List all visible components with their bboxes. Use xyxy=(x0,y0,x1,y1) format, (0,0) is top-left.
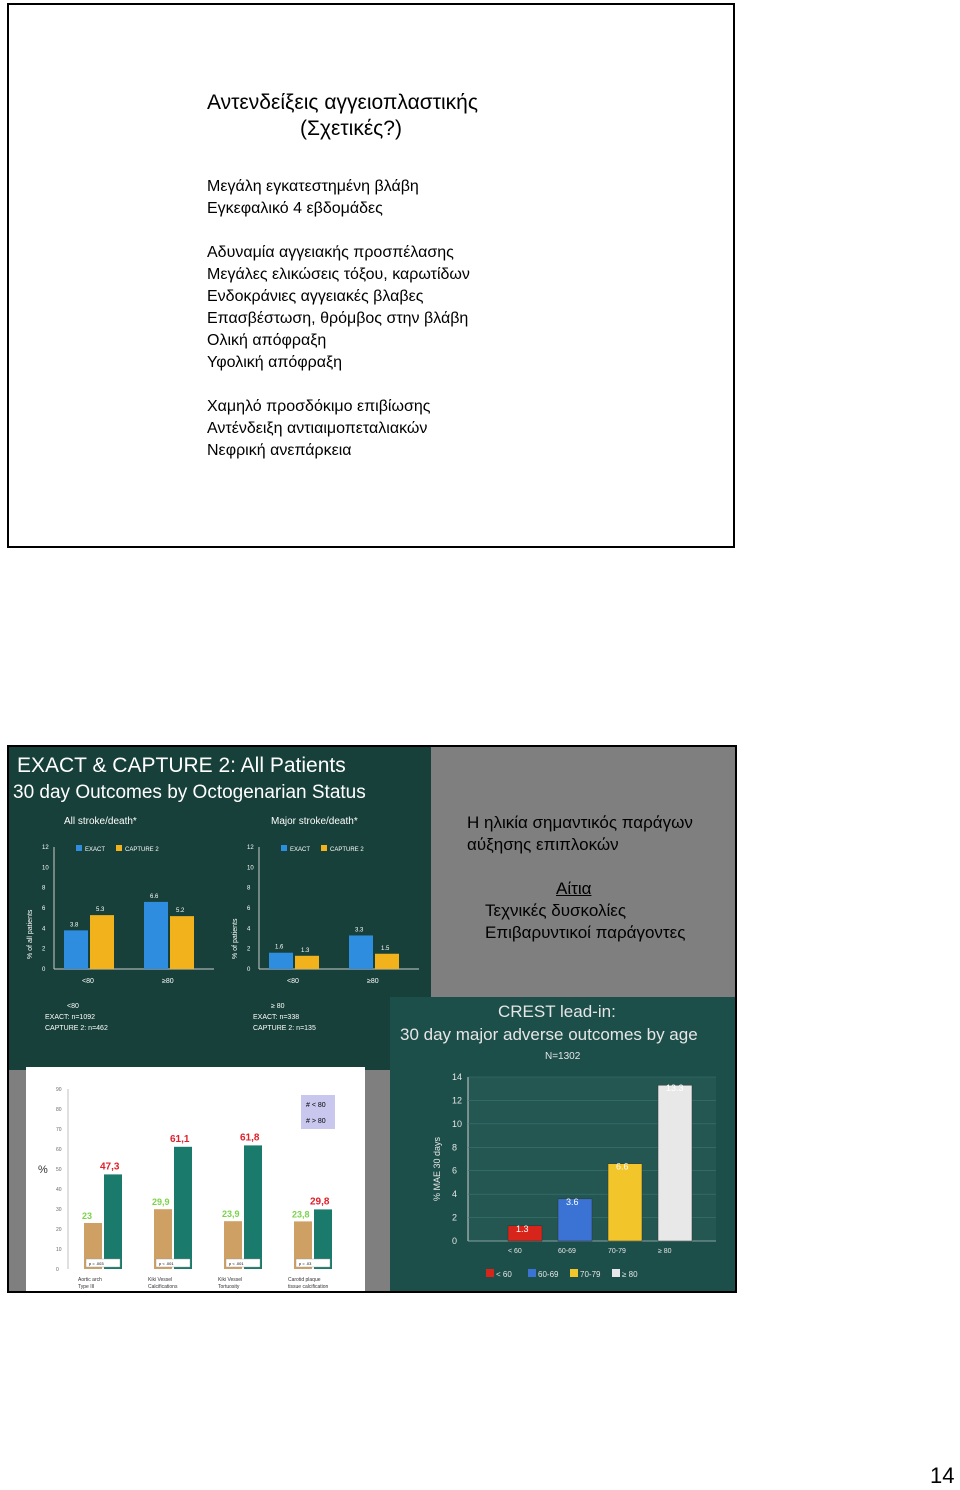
x-tick-label: ≥80 xyxy=(162,978,174,985)
count-over80-label: ≥ 80 xyxy=(271,1003,285,1010)
legend-label: < 60 xyxy=(496,1270,512,1279)
bar-value-label: 3.3 xyxy=(355,927,364,934)
legend-swatch xyxy=(612,1269,620,1277)
bar xyxy=(170,916,194,969)
bar-value-label: 23,9 xyxy=(222,1209,240,1220)
age-factor-line-1: Η ηλικία σημαντικός παράγων xyxy=(467,813,693,832)
legend-swatch-capture xyxy=(321,845,327,851)
y-tick-label: 60 xyxy=(56,1147,62,1153)
y-tick-label: 10 xyxy=(42,865,49,872)
y-tick-label: 6 xyxy=(42,906,46,912)
bar xyxy=(90,915,114,969)
bar-value-label: 61,1 xyxy=(170,1133,190,1145)
y-axis-label: % MAE 30 days xyxy=(432,1136,442,1201)
count-under80-label: <80 xyxy=(67,1003,79,1010)
x-tick-label: 70-79 xyxy=(608,1248,626,1255)
panel-title: All stroke/death* xyxy=(64,816,137,827)
age-factor-line-2: αύξησης επιπλοκών xyxy=(467,835,619,854)
slide-body xyxy=(207,176,470,462)
crest-svg xyxy=(390,997,737,1293)
p-value-label: p = .003 xyxy=(89,1261,104,1266)
bullet: Χαμηλό προσδόκιμο επιβίωσης xyxy=(207,398,431,415)
risk-factor-svg xyxy=(26,1067,365,1293)
bar-value-label: 47,3 xyxy=(100,1161,120,1173)
y-axis-label: % of patients xyxy=(232,918,239,959)
y-tick-label: 8 xyxy=(42,885,46,892)
y-tick-label: 2 xyxy=(452,1212,458,1223)
x-tick-label: Kiki Vessel xyxy=(218,1277,243,1283)
bullet: Νεφρική ανεπάρκεια xyxy=(207,442,352,459)
y-axis-label: % of all patients xyxy=(27,909,34,959)
legend-label: 60-69 xyxy=(538,1270,559,1279)
slide-contraindications xyxy=(7,3,735,548)
y-tick-label: 12 xyxy=(247,845,254,851)
count-over80-capture: CAPTURE 2: n=135 xyxy=(253,1025,316,1032)
y-tick-label: 40 xyxy=(56,1187,62,1193)
bar-value-label: 23 xyxy=(82,1211,93,1221)
legend-label-capture: CAPTURE 2 xyxy=(125,847,159,853)
x-tick-label: 60-69 xyxy=(558,1248,576,1255)
y-tick-label: 10 xyxy=(247,865,254,872)
bar-value-label: 23,8 xyxy=(292,1209,310,1220)
y-tick-label: 12 xyxy=(452,1095,463,1106)
exact-capture-svg xyxy=(9,747,431,1070)
y-tick-label: 6 xyxy=(247,906,251,912)
crest-title: CREST lead-in: xyxy=(498,1002,616,1021)
bar-value-label: 6.6 xyxy=(150,893,159,900)
y-tick-label: 4 xyxy=(247,926,251,933)
bar xyxy=(64,930,88,969)
bar-value-label: 29,9 xyxy=(152,1197,170,1208)
cause-item: Επιβαρυντικοί παράγοντες xyxy=(485,923,686,942)
chart-subtitle: 30 day Outcomes by Octogenarian Status xyxy=(13,782,366,803)
bar xyxy=(244,1145,262,1269)
bar-value-label: 5.2 xyxy=(176,908,185,915)
bar-value-label: 3.8 xyxy=(70,922,79,929)
count-under80-capture: CAPTURE 2: n=462 xyxy=(45,1025,108,1032)
crest-subtitle: 30 day major adverse outcomes by age xyxy=(400,1025,698,1044)
y-tick-label: 8 xyxy=(247,885,251,892)
x-tick-label: Calcifications xyxy=(148,1284,178,1290)
crest-note: N=1302 xyxy=(545,1051,581,1062)
bar xyxy=(269,953,293,969)
bar-value-label: 1.3 xyxy=(516,1223,529,1234)
x-tick-label: ≥ 80 xyxy=(658,1248,672,1255)
y-tick-label: 2 xyxy=(247,946,251,953)
bullet: Ολική απόφραξη xyxy=(207,332,327,349)
y-tick-label: 0 xyxy=(42,967,46,973)
legend-swatch-exact xyxy=(76,845,82,851)
x-tick-label: Carotid plaque xyxy=(288,1277,321,1283)
count-under80-exact: EXACT: n=1092 xyxy=(45,1014,96,1021)
y-tick-label: 8 xyxy=(452,1142,458,1153)
x-tick-label: <80 xyxy=(287,978,299,985)
y-tick-label: 14 xyxy=(452,1072,463,1082)
bar-value-label: 29,8 xyxy=(310,1196,330,1208)
y-tick-label: 2 xyxy=(42,946,46,953)
slide-age-outcomes xyxy=(7,745,737,1293)
x-tick-label: < 60 xyxy=(508,1248,522,1255)
x-tick-label: tissue calcification xyxy=(288,1284,329,1290)
x-tick-label: <80 xyxy=(82,978,94,985)
risk-factor-chart xyxy=(26,1067,365,1293)
legend-label: 70-79 xyxy=(580,1270,601,1279)
legend-label: # > 80 xyxy=(306,1118,326,1125)
bar-value-label: 1.3 xyxy=(301,947,310,954)
legend-swatch-exact xyxy=(281,845,287,851)
y-tick-label: 30 xyxy=(56,1207,62,1213)
legend-label: ≥ 80 xyxy=(622,1270,638,1279)
bullet: Μεγάλη εγκατεστημένη βλάβη xyxy=(207,178,419,195)
legend-swatch xyxy=(528,1269,536,1277)
y-tick-label: 12 xyxy=(42,845,49,851)
x-tick-label: Kiki Vessel xyxy=(148,1277,173,1283)
bar xyxy=(174,1147,192,1269)
crest-chart xyxy=(390,997,737,1293)
x-tick-label: Aortic arch xyxy=(78,1277,102,1283)
y-tick-label: 80 xyxy=(56,1107,62,1113)
bar xyxy=(144,902,168,969)
exact-capture-chart xyxy=(9,747,431,1070)
bar-value-label: 13.3 xyxy=(666,1083,684,1094)
y-tick-label: 70 xyxy=(56,1127,62,1133)
bar-value-label: 5.3 xyxy=(96,907,105,914)
bullet: Μεγάλες ελικώσεις τόξου, καρωτίδων xyxy=(207,266,470,283)
causes-heading: Αίτια xyxy=(556,879,592,898)
bar xyxy=(295,956,319,969)
title-line-1: Αντενδείξεις αγγειοπλαστικής xyxy=(207,91,478,114)
p-value-label: p < .001 xyxy=(229,1261,244,1266)
bullet: Αδυναμία αγγειακής προσπέλασης xyxy=(207,244,454,261)
chart-title: EXACT & CAPTURE 2: All Patients xyxy=(17,754,346,777)
bar-value-label: 1.6 xyxy=(275,944,284,951)
page-number: 14 xyxy=(930,1463,955,1488)
legend-label: # < 80 xyxy=(306,1102,326,1109)
bar xyxy=(349,935,373,969)
y-tick-label: 10 xyxy=(56,1247,62,1253)
p-value-label: p < .001 xyxy=(159,1261,174,1266)
bullet: Εγκεφαλικό 4 εβδομάδες xyxy=(207,200,383,217)
slide-title xyxy=(207,90,478,142)
y-tick-label: 0 xyxy=(247,967,251,973)
y-tick-label: 20 xyxy=(56,1227,62,1233)
bullet: Επασβέστωση, θρόμβος στην βλάβη xyxy=(207,310,469,327)
legend-label-exact: EXACT xyxy=(290,847,311,853)
y-axis-label: % xyxy=(38,1164,48,1176)
bar xyxy=(104,1174,122,1269)
legend-label-exact: EXACT xyxy=(85,847,106,853)
x-tick-label: Type III xyxy=(78,1284,95,1290)
legend-swatch xyxy=(486,1269,494,1277)
bar-value-label: 61,8 xyxy=(240,1132,260,1144)
y-tick-label: 0 xyxy=(56,1267,59,1273)
y-tick-label: 50 xyxy=(56,1167,62,1173)
x-tick-label: Tortuosity xyxy=(218,1284,240,1290)
y-tick-label: 0 xyxy=(452,1236,458,1246)
x-tick-label: ≥80 xyxy=(367,978,379,985)
slide2-text xyxy=(467,812,693,944)
legend-label-capture: CAPTURE 2 xyxy=(330,847,364,853)
y-tick-label: 90 xyxy=(56,1087,62,1093)
bullet: Υφολική απόφραξη xyxy=(207,354,343,371)
p-value-label: p = .03 xyxy=(299,1261,312,1266)
bullet: Αντένδειξη αντιαιμοπεταλιακών xyxy=(207,420,428,437)
y-tick-label: 4 xyxy=(42,926,46,933)
legend-swatch xyxy=(570,1269,578,1277)
cause-item: Τεχνικές δυσκολίες xyxy=(485,901,627,920)
count-over80-exact: EXACT: n=338 xyxy=(253,1014,300,1021)
bar-value-label: 1.5 xyxy=(381,945,390,952)
bar xyxy=(608,1161,642,1241)
bar xyxy=(658,1085,692,1241)
title-line-2: (Σχετικές?) xyxy=(300,117,402,140)
panel-title: Major stroke/death* xyxy=(271,816,358,827)
y-tick-label: 6 xyxy=(452,1165,458,1176)
y-tick-label: 10 xyxy=(452,1118,463,1129)
y-tick-label: 4 xyxy=(452,1189,458,1200)
legend-swatch-capture xyxy=(116,845,122,851)
bullet: Ενδοκράνιες αγγειακές βλαβες xyxy=(207,288,424,305)
bar-value-label: 6.6 xyxy=(616,1161,629,1172)
bar-value-label: 3.6 xyxy=(566,1196,579,1207)
bar xyxy=(375,954,399,969)
